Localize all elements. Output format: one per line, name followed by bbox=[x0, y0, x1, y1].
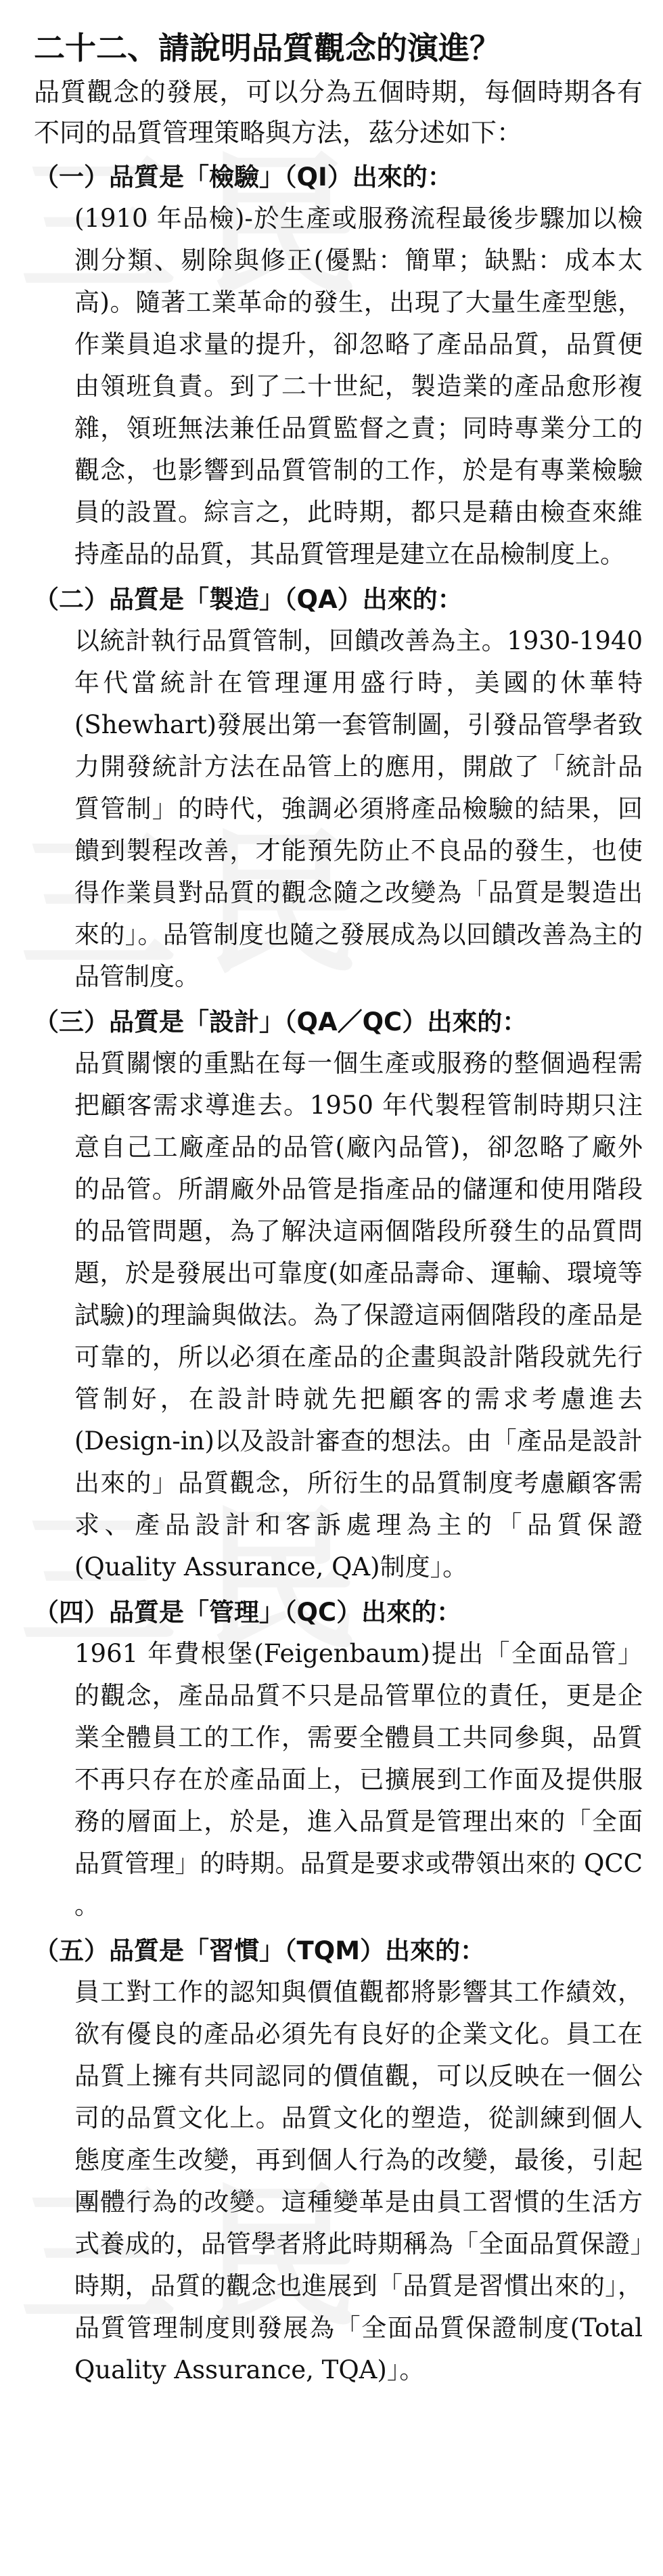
section-5 bbox=[34, 1931, 643, 2391]
question-title: 二十二、請說明品質觀念的演進？ bbox=[34, 30, 501, 66]
section-4 bbox=[34, 1592, 643, 1927]
section-2 bbox=[34, 580, 643, 998]
section-body: (1910 年品檢)-於生產或服務流程最後步驟加以檢測分類、剔除與修正(優點：簡單；缺點：成本太高)。隨著工業革命的發生，出現了大量生產型態，作業員追求量的提升，卻忽略了產品品質，品質便由領班負責。到了二十世紀，製造業的產品愈形複雜，領班無法兼任品質監督之責；同時專業分工的觀念，也影響到品質管制的工作，於是有專業檢驗員的設置。綜言之，此時期，都只是藉由檢查來維持產品的品質，其品質管理是建立在品檢制度上。 bbox=[74, 204, 643, 569]
intro-paragraph: 品質觀念的發展，可以分為五個時期，每個時期各有不同的品質管理策略與方法，茲分述如下： bbox=[34, 77, 643, 148]
section-body: 以統計執行品質管制，回饋改善為主。1930-1940 年代當統計在管理運用盛行時，美國的休華特(Shewhart)發展出第一套管制圖，引發品管學者致力開發統計方法在品管上的應用，開啟了「統計品質管制」的時代，強調必須將產品檢驗的結果，回饋到製程改善，才能預先防止不良品的發生，也使得作業員對品質的觀念隨之改變為「品質是製造出來的」。品管制度也隨之發展成為以回饋改善為主的品管制度。 bbox=[74, 626, 643, 991]
section-heading: （二）品質是「製造」（QA）出來的： bbox=[34, 585, 463, 614]
section-body: 1961 年費根堡(Feigenbaum)提出「全面品管」的觀念，產品品質不只是品管單位的責任，更是企業全體員工的工作，需要全體員工共同參與，品質不再只存在於產品面上，已擴展到工作面及提供服務的層面上，於是，進入品質是管理出來的「全面品質管理」的時期。品質是要求或帶領出來的 QCC 。 bbox=[74, 1639, 643, 1920]
section-1 bbox=[34, 157, 643, 575]
section-body: 員工對工作的認知與價值觀都將影響其工作績效，欲有優良的產品必須先有良好的企業文化。員工在品質上擁有共同認同的價值觀，可以反映在一個公司的品質文化上。品質文化的塑造，從訓練到個人態度產生改變，再到個人行為的改變，最後，引起團體行為的改變。這種變革是由員工習慣的生活方式養成的，品管學者將此時期稱為「全面品質保證」時期，品質的觀念也進展到「品質是習慣出來的」，品質管理制度則發展為「全面品質保證制度(Total Quality Assurance, TQA)」。 bbox=[74, 1978, 643, 2384]
section-heading: （四）品質是「管理」（QC）出來的： bbox=[34, 1598, 462, 1627]
section-3 bbox=[34, 1002, 643, 1588]
document-content bbox=[34, 27, 643, 2391]
section-heading: （三）品質是「設計」（QA／QC）出來的： bbox=[34, 1007, 528, 1036]
section-heading: （五）品質是「習慣」（TQM）出來的： bbox=[34, 1936, 486, 1965]
section-heading: （一）品質是「檢驗」（QI）出來的： bbox=[34, 162, 453, 192]
section-body: 品質關懷的重點在每一個生產或服務的整個過程需把顧客需求導進去。1950 年代製程管制時期只注意自己工廠產品的品管(廠內品管)，卻忽略了廠外的品管。所謂廠外品管是指產品的儲運和使用階段的品管問題，為了解決這兩個階段所發生的品質問題，於是發展出可靠度(如產品壽命、運輸、環境等試驗)的理論與做法。為了保證這兩個階段的產品是可靠的，所以必須在產品的企畫與設計階段就先行管制好，在設計時就先把顧客的需求考慮進去(Design-in)以及設計審查的想法。由「產品是設計出來的」品質觀念，所衍生的品質制度考慮顧客需求、產品設計和客訴處理為主的「品質保證(Quality Assurance, QA)制度」。 bbox=[74, 1049, 643, 1581]
